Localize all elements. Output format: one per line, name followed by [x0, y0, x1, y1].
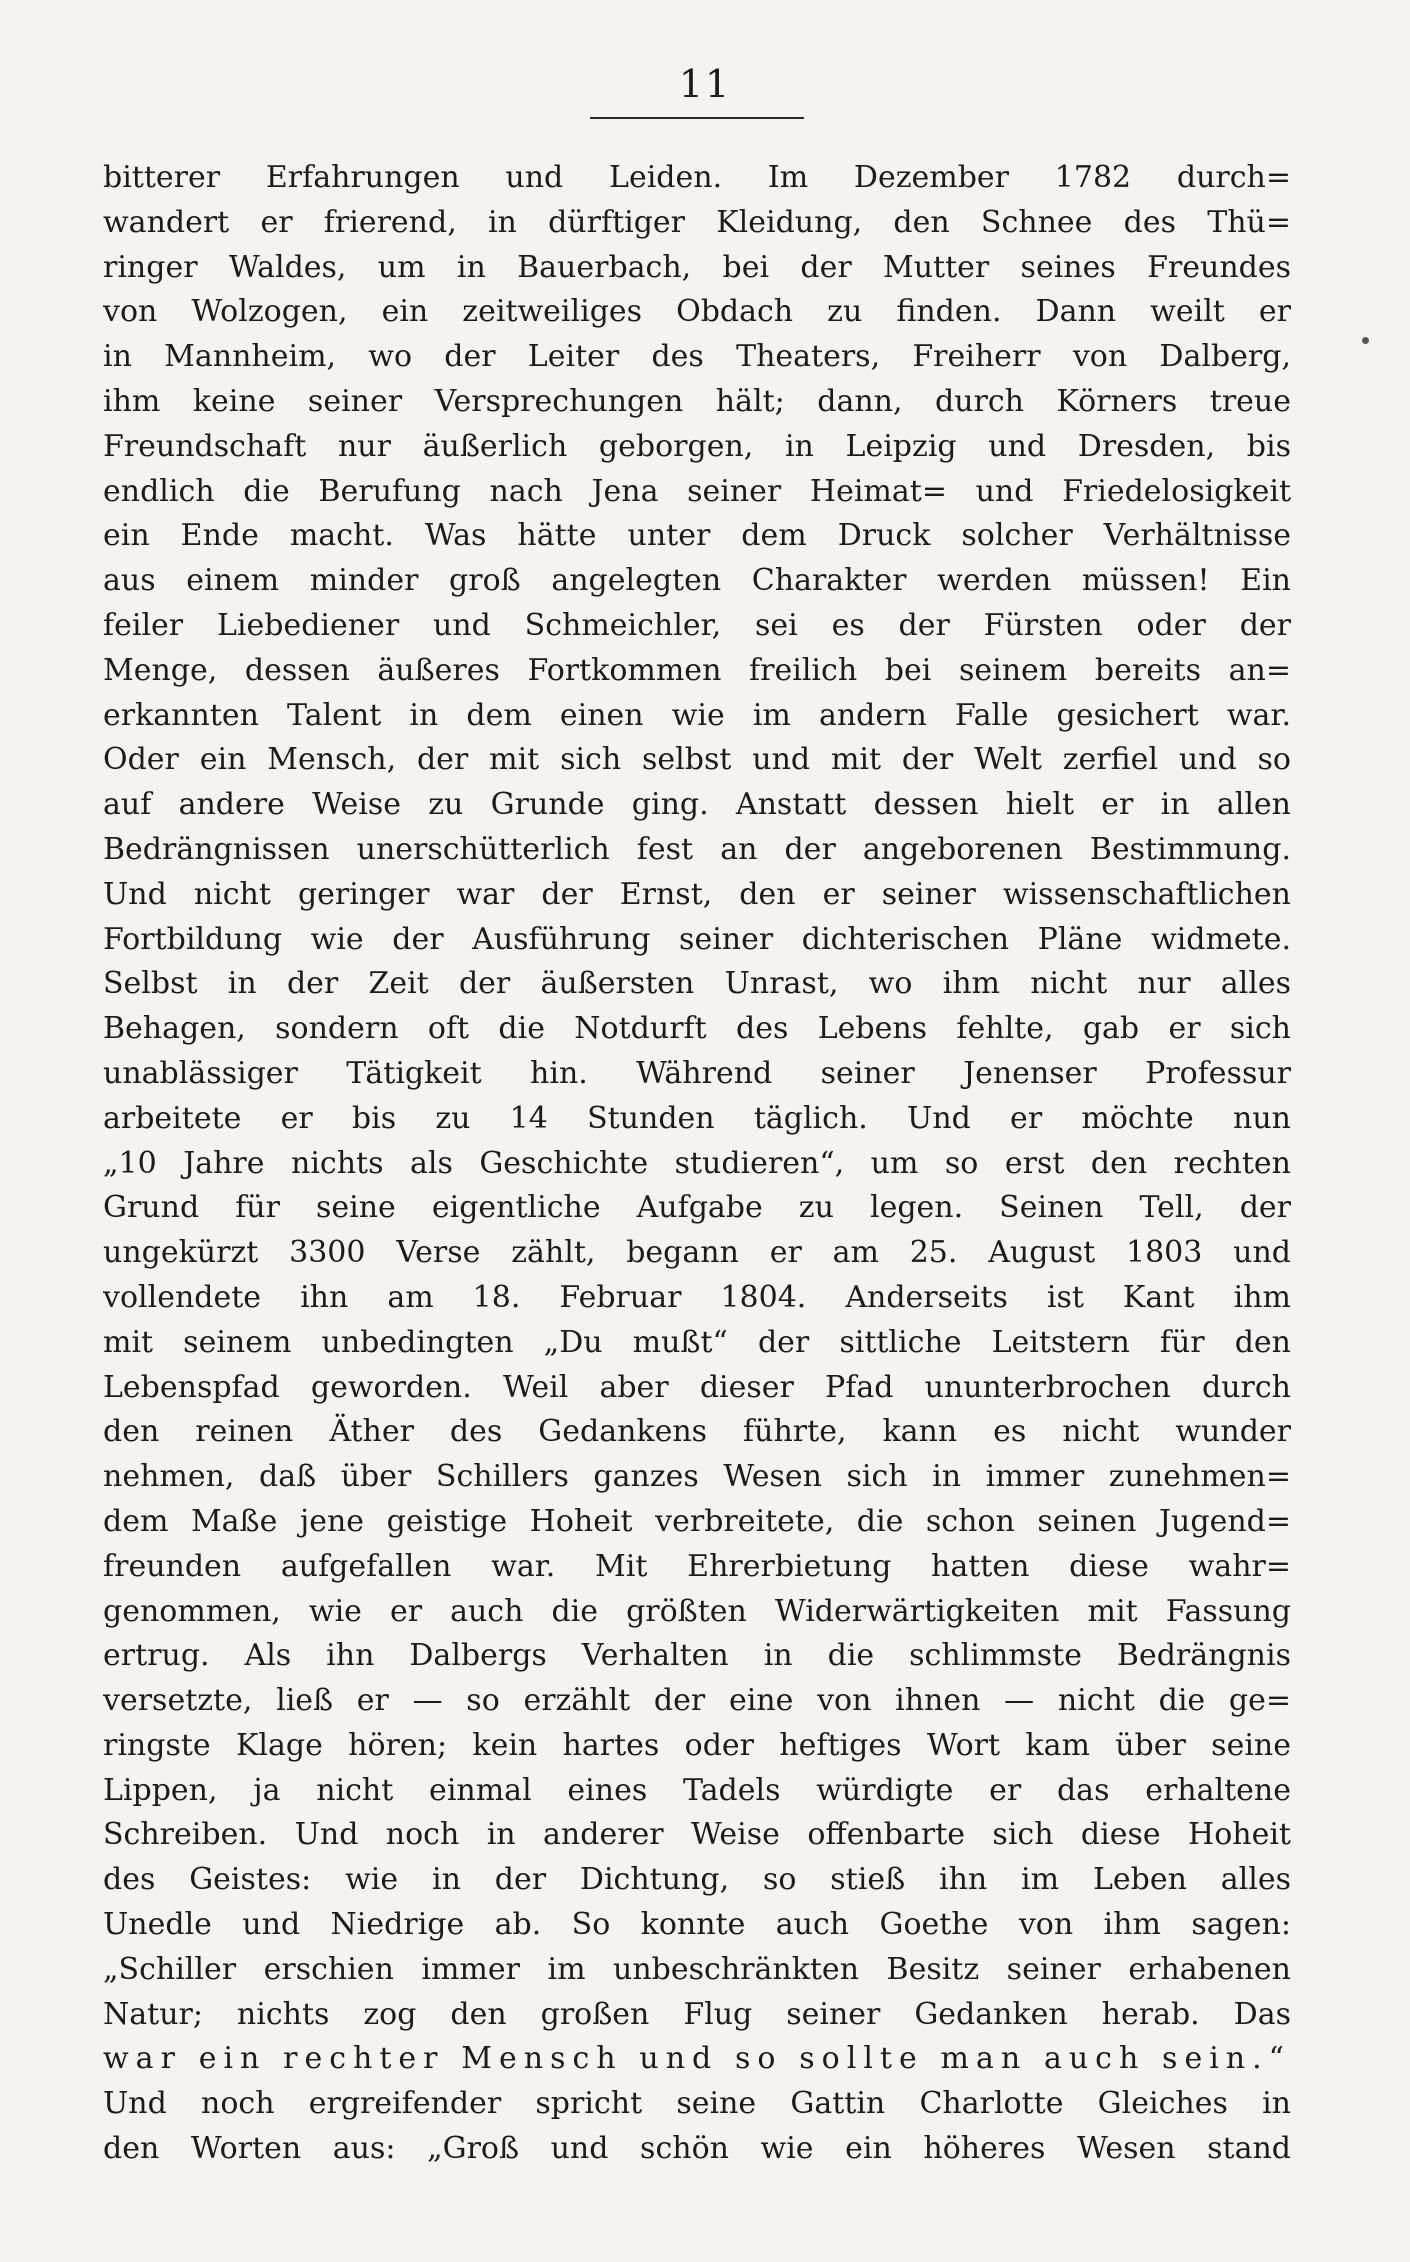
text-line-emphasized: war ein rechter Mensch und so sollte man auch sein.“: [103, 2041, 1291, 2077]
body-text: [103, 156, 1291, 2172]
text-line: den Worten aus: „Groß und schön wie ein höheres Wesen stand: [103, 2131, 1291, 2167]
text-line: bitterer Erfahrungen und Leiden. Im Dezember 1782 durch=: [103, 160, 1291, 195]
text-line: ihm keine seiner Versprechungen hält; dann, durch Körners treue: [103, 383, 1291, 419]
text-line: „10 Jahre nichts als Geschichte studieren“, um so erst den rechten: [103, 1145, 1291, 1181]
page-number: 11: [678, 62, 732, 106]
text-line: Und nicht geringer war der Ernst, den er seiner wissenschaftlichen: [103, 876, 1291, 912]
text-line: den reinen Äther des Gedankens führte, kann es nicht wunder: [103, 1414, 1291, 1450]
text-line: des Geistes: wie in der Dichtung, so stieß ihn im Leben alles: [103, 1862, 1291, 1898]
text-line: dem Maße jene geistige Hoheit verbreitete, die schon seinen Jugend=: [103, 1503, 1291, 1539]
text-line: aus einem minder groß angelegten Charakter werden müssen! Ein: [103, 563, 1291, 599]
text-line: Lebenspfad geworden. Weil aber dieser Pfad ununterbrochen durch: [103, 1369, 1291, 1405]
text-line: von Wolzogen, ein zeitweiliges Obdach zu finden. Dann weilt er: [103, 294, 1291, 330]
text-line: auf andere Weise zu Grunde ging. Anstatt dessen hielt er in allen: [103, 787, 1291, 823]
text-line: Freundschaft nur äußerlich geborgen, in Leipzig und Dresden, bis: [103, 428, 1291, 464]
text-line: Und noch ergreifender spricht seine Gattin Charlotte Gleiches in: [103, 2086, 1291, 2122]
text-line: endlich die Berufung nach Jena seiner Heimat= und Friedelosigkeit: [103, 473, 1291, 509]
text-line: unablässiger Tätigkeit hin. Während seiner Jenenser Professur: [103, 1055, 1291, 1091]
text-line: ein Ende macht. Was hätte unter dem Druck solcher Verhältnisse: [103, 518, 1291, 554]
text-line: Bedrängnissen unerschütterlich fest an der angeborenen Bestimmung.: [103, 831, 1291, 867]
text-line: genommen, wie er auch die größten Widerwärtigkeiten mit Fassung: [103, 1593, 1291, 1629]
text-line: Menge, dessen äußeres Fortkommen freilich bei seinem bereits an=: [103, 652, 1291, 688]
text-line: wandert er frierend, in dürftiger Kleidung, den Schnee des Thü=: [103, 204, 1291, 240]
text-line: ringer Waldes, um in Bauerbach, bei der Mutter seines Freundes: [103, 249, 1291, 285]
page-edge-mark: [1362, 337, 1369, 344]
text-line: vollendete ihn am 18. Februar 1804. Anderseits ist Kant ihm: [103, 1279, 1291, 1315]
text-line: Natur; nichts zog den großen Flug seiner Gedanken herab. Das: [103, 1996, 1291, 2032]
text-line: arbeitete er bis zu 14 Stunden täglich. Und er möchte nun: [103, 1100, 1291, 1136]
text-line: mit seinem unbedingten „Du mußt“ der sittliche Leitstern für den: [103, 1324, 1291, 1360]
text-line: freunden aufgefallen war. Mit Ehrerbietung hatten diese wahr=: [103, 1548, 1291, 1584]
text-line: Oder ein Mensch, der mit sich selbst und mit der Welt zerfiel und so: [103, 742, 1291, 778]
text-line: ungekürzt 3300 Verse zählt, begann er am 25. August 1803 und: [103, 1235, 1291, 1271]
text-line: Unedle und Niedrige ab. So konnte auch Goethe von ihm sagen:: [103, 1907, 1291, 1943]
text-line: Fortbildung wie der Ausführung seiner dichterischen Pläne widmete.: [103, 921, 1291, 957]
text-line: Lippen, ja nicht einmal eines Tadels würdigte er das erhaltene: [103, 1772, 1291, 1808]
text-line: Selbst in der Zeit der äußersten Unrast, wo ihm nicht nur alles: [103, 966, 1291, 1002]
text-line: Schreiben. Und noch in anderer Weise offenbarte sich diese Hoheit: [103, 1817, 1291, 1853]
text-line: Grund für seine eigentliche Aufgabe zu legen. Seinen Tell, der: [103, 1190, 1291, 1226]
text-line: feiler Liebediener und Schmeichler, sei es der Fürsten oder der: [103, 607, 1291, 643]
text-line: in Mannheim, wo der Leiter des Theaters, Freiherr von Dalberg,: [103, 339, 1291, 375]
text-line: Behagen, sondern oft die Notdurft des Lebens fehlte, gab er sich: [103, 1011, 1291, 1047]
text-line: ertrug. Als ihn Dalbergs Verhalten in die schlimmste Bedrängnis: [103, 1638, 1291, 1674]
text-line: erkannten Talent in dem einen wie im andern Falle gesichert war.: [103, 697, 1291, 733]
text-line: „Schiller erschien immer im unbeschränkten Besitz seiner erhabenen: [103, 1951, 1291, 1987]
text-line: versetzte, ließ er — so erzählt der eine von ihnen — nicht die ge=: [103, 1683, 1291, 1719]
text-line: nehmen, daß über Schillers ganzes Wesen sich in immer zunehmen=: [103, 1459, 1291, 1495]
header-rule: [590, 117, 804, 119]
text-line: ringste Klage hören; kein hartes oder heftiges Wort kam über seine: [103, 1727, 1291, 1763]
